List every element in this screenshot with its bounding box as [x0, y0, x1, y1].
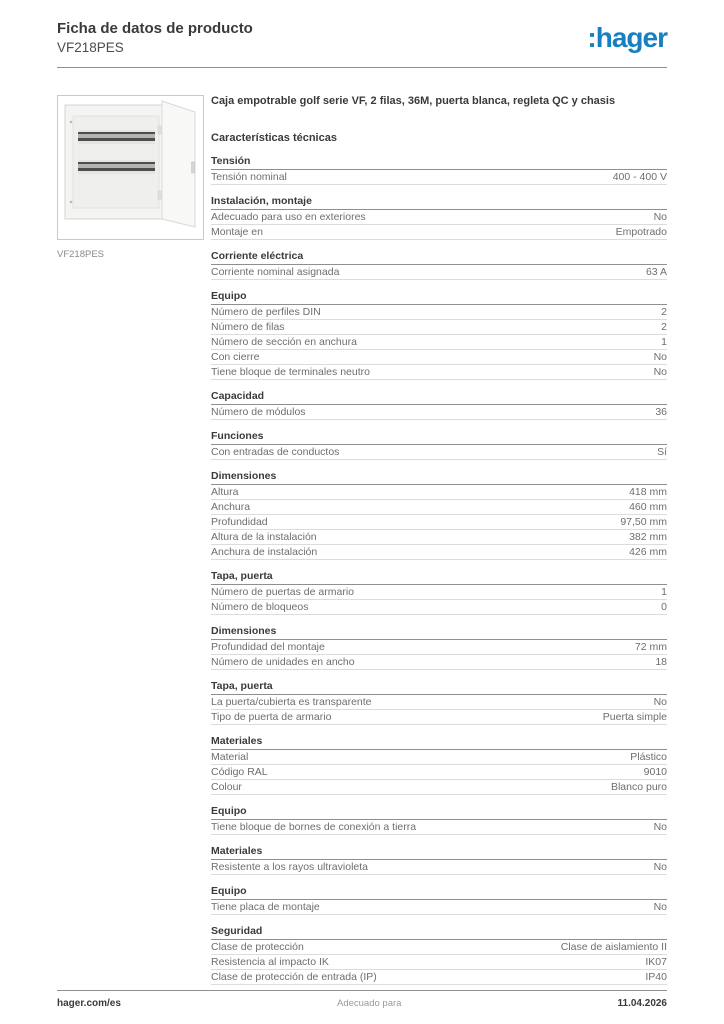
spec-value: 460 mm	[629, 501, 667, 513]
footer-website-link[interactable]: hager.com/es	[57, 998, 121, 1009]
spec-value: No	[653, 211, 667, 223]
spec-value: No	[653, 366, 667, 378]
spec-section	[211, 736, 667, 795]
spec-section	[211, 681, 667, 725]
spec-value: IK07	[645, 956, 667, 968]
spec-row	[211, 350, 667, 365]
spec-label: Número de bloqueos	[211, 601, 309, 613]
section-title: Tapa, puerta	[211, 681, 667, 695]
spec-label: Número de puertas de armario	[211, 586, 354, 598]
spec-value: 2	[661, 306, 667, 318]
enclosure-illustration	[58, 96, 203, 239]
spec-label: Tiene bloque de bornes de conexión a tierra	[211, 821, 417, 833]
section-title: Equipo	[211, 886, 667, 900]
spec-section	[211, 471, 667, 560]
spec-value: 97,50 mm	[620, 516, 667, 528]
spec-row	[211, 955, 667, 970]
spec-label: Anchura	[211, 501, 251, 513]
spec-section	[211, 626, 667, 670]
spec-value: 36	[655, 406, 667, 418]
section-title: Corriente eléctrica	[211, 251, 667, 265]
spec-row	[211, 940, 667, 955]
spec-label: Con cierre	[211, 351, 260, 363]
spec-label: Número de filas	[211, 321, 285, 333]
product-description: Caja empotrable golf serie VF, 2 filas, 36M, puerta blanca, regleta QC y chasis	[211, 95, 616, 107]
spec-label: Tipo de puerta de armario	[211, 711, 332, 723]
spec-row	[211, 265, 667, 280]
spec-row	[211, 405, 667, 420]
section-title: Tensión	[211, 156, 667, 170]
section-title: Tapa, puerta	[211, 571, 667, 585]
spec-value: No	[653, 861, 667, 873]
spec-section	[211, 291, 667, 380]
section-title: Funciones	[211, 431, 667, 445]
spec-row	[211, 900, 667, 915]
spec-value: 9010	[643, 766, 667, 778]
spec-value: Plástico	[630, 751, 667, 763]
spec-value: Clase de aislamiento II	[560, 941, 667, 953]
spec-row	[211, 170, 667, 185]
spec-row	[211, 695, 667, 710]
spec-row	[211, 765, 667, 780]
spec-label: Resistencia al impacto IK	[211, 956, 329, 968]
spec-label: Profundidad del montaje	[211, 641, 325, 653]
spec-value: Puerta simple	[602, 711, 667, 723]
spec-label: Tensión nominal	[211, 171, 287, 183]
spec-row	[211, 655, 667, 670]
spec-label: Material	[211, 751, 249, 763]
spec-section	[211, 251, 667, 280]
spec-label: Con entradas de conductos	[211, 446, 340, 458]
spec-row	[211, 780, 667, 795]
section-title: Equipo	[211, 806, 667, 820]
spec-value: Sí	[657, 446, 667, 458]
product-image-column	[57, 95, 204, 985]
spec-row	[211, 600, 667, 615]
spec-row	[211, 225, 667, 240]
spec-value: No	[653, 351, 667, 363]
spec-row	[211, 335, 667, 350]
spec-label: Altura	[211, 486, 239, 498]
section-title: Capacidad	[211, 391, 667, 405]
tech-characteristics-heading: Características técnicas	[211, 132, 337, 144]
spec-label: Número de unidades en ancho	[211, 656, 355, 668]
spec-label: Anchura de instalación	[211, 546, 318, 558]
spec-value: No	[653, 901, 667, 913]
spec-value: 382 mm	[629, 531, 667, 543]
product-code: VF218PES	[57, 39, 124, 55]
spec-label: Número de perfiles DIN	[211, 306, 321, 318]
section-title: Materiales	[211, 736, 667, 750]
spec-row	[211, 970, 667, 985]
section-title: Dimensiones	[211, 471, 667, 485]
spec-value: 400 - 400 V	[612, 171, 667, 183]
page-title: Ficha de datos de producto	[57, 20, 253, 37]
spec-value: Empotrado	[615, 226, 667, 238]
spec-row	[211, 445, 667, 460]
spec-label: Número de sección en anchura	[211, 336, 357, 348]
spec-label: Altura de la instalación	[211, 531, 317, 543]
section-title: Equipo	[211, 291, 667, 305]
spec-value: 2	[661, 321, 667, 333]
spec-label: Adecuado para uso en exteriores	[211, 211, 366, 223]
spec-section	[211, 926, 667, 985]
header	[57, 20, 667, 56]
image-caption: VF218PES	[57, 249, 104, 260]
spec-sections	[211, 156, 667, 985]
spec-row	[211, 365, 667, 380]
spec-value: 1	[661, 586, 667, 598]
spec-value: No	[653, 821, 667, 833]
section-title: Materiales	[211, 846, 667, 860]
footer	[57, 990, 667, 1009]
header-titles	[57, 20, 253, 56]
main-content	[57, 95, 667, 985]
spec-label: La puerta/cubierta es transparente	[211, 696, 372, 708]
spec-section	[211, 806, 667, 835]
spec-row	[211, 530, 667, 545]
spec-section	[211, 571, 667, 615]
spec-value: 426 mm	[629, 546, 667, 558]
product-image	[57, 95, 204, 240]
spec-label: Corriente nominal asignada	[211, 266, 340, 278]
spec-label: Tiene placa de montaje	[211, 901, 320, 913]
spec-row	[211, 710, 667, 725]
spec-row	[211, 210, 667, 225]
spec-value: No	[653, 696, 667, 708]
spec-row	[211, 500, 667, 515]
spec-label: Profundidad	[211, 516, 268, 528]
spec-label: Clase de protección de entrada (IP)	[211, 971, 377, 983]
spec-section	[211, 391, 667, 420]
spec-value: 18	[655, 656, 667, 668]
header-divider	[57, 67, 667, 68]
spec-value: 0	[661, 601, 667, 613]
spec-section	[211, 431, 667, 460]
spec-value: 418 mm	[629, 486, 667, 498]
spec-row	[211, 305, 667, 320]
footer-date: 11.04.2026	[617, 998, 667, 1009]
spec-label: Número de módulos	[211, 406, 306, 418]
spec-label: Montaje en	[211, 226, 263, 238]
hager-logo: :hager	[587, 22, 667, 53]
spec-row	[211, 640, 667, 655]
spec-value: 72 mm	[634, 641, 667, 653]
spec-row	[211, 320, 667, 335]
spec-row	[211, 860, 667, 875]
spec-row	[211, 820, 667, 835]
spec-column	[211, 95, 667, 985]
spec-row	[211, 485, 667, 500]
spec-section	[211, 886, 667, 915]
spec-value: 63 A	[645, 266, 667, 278]
spec-section	[211, 196, 667, 240]
spec-value: IP40	[645, 971, 667, 983]
spec-section	[211, 846, 667, 875]
spec-row	[211, 585, 667, 600]
spec-label: Resistente a los rayos ultravioleta	[211, 861, 368, 873]
spec-section	[211, 156, 667, 185]
spec-row	[211, 750, 667, 765]
spec-label: Código RAL	[211, 766, 268, 778]
spec-label: Tiene bloque de terminales neutro	[211, 366, 370, 378]
spec-row	[211, 515, 667, 530]
spec-value: 1	[661, 336, 667, 348]
spec-label: Clase de protección	[211, 941, 304, 953]
footer-center-text: Adecuado para	[336, 998, 402, 1009]
section-title: Seguridad	[211, 926, 667, 940]
spec-row	[211, 545, 667, 560]
section-title: Instalación, montaje	[211, 196, 667, 210]
spec-value: Blanco puro	[610, 781, 667, 793]
spec-label: Colour	[211, 781, 242, 793]
section-title: Dimensiones	[211, 626, 667, 640]
